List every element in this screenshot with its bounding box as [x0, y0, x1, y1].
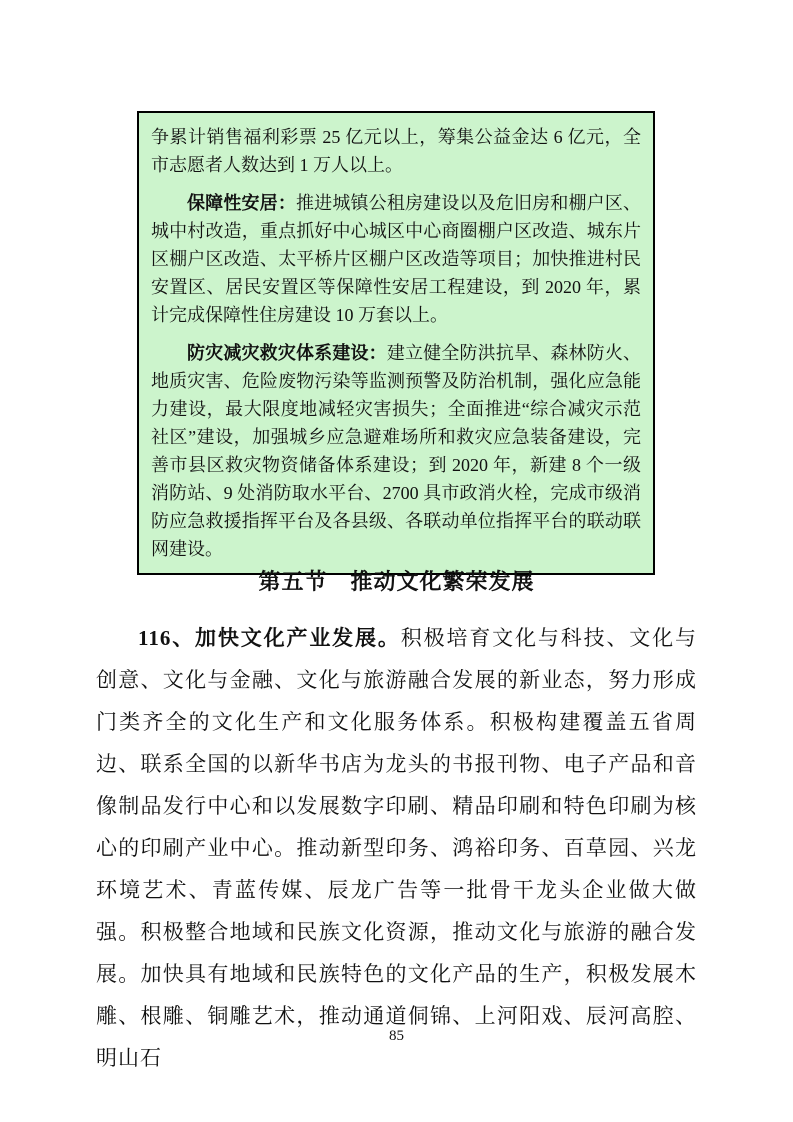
infobox-paragraph-text: 建立健全防洪抗旱、森林防火、地质灾害、危险废物污染等监测预警及防治机制，强化应急能力建设，最大限度地减轻灾害损失；全面推进“综合减灾示范社区”建设，加强城乡应急避难场所和救灾应急装备建设，完善市县区救灾物资储备体系建设；到 2020 年，新建 8 个一级消防站、9 处消防取水平台、2700 具市政消火栓，完成市级消防应急救援指挥平台及各县级、各联动单位指挥平台的联动联网建设。: [151, 343, 642, 559]
highlight-box: [137, 111, 655, 575]
infobox-paragraph-label: 防灾减灾救灾体系建设：: [187, 343, 387, 363]
section-heading: 第五节 推动文化繁荣发展: [258, 569, 535, 594]
body-paragraph: [96, 617, 697, 1079]
infobox-paragraph: [151, 189, 641, 329]
body-paragraph-lead: 116、加快文化产业发展。: [138, 626, 401, 650]
infobox-paragraph-text: 推进城镇公租房建设以及危旧房和棚户区、城中村改造，重点抓好中心城区中心商圈棚户区改造、城东片区棚户区改造、太平桥片区棚户区改造等项目；加快推进村民安置区、居民安置区等保障性安居工程建设，到 2020 年，累计完成保障性住房建设 10 万套以上。: [151, 193, 641, 325]
infobox-paragraph-text: 争累计销售福利彩票 25 亿元以上，筹集公益金达 6 亿元，全市志愿者人数达到 1 万人以上。: [151, 127, 641, 175]
infobox-paragraph: [151, 339, 641, 563]
body-paragraph-text: 积极培育文化与科技、文化与创意、文化与金融、文化与旅游融合发展的新业态，努力形成门类齐全的文化生产和文化服务体系。积极构建覆盖五省周边、联系全国的以新华书店为龙头的书报刊物、电子产品和音像制品发行中心和以发展数字印刷、精品印刷和特色印刷为核心的印刷产业中心。推动新型印务、鸿裕印务、百草园、兴龙环境艺术、青蓝传媒、辰龙广告等一批骨干龙头企业做大做强。积极整合地域和民族文化资源，推动文化与旅游的融合发展。加快具有地域和民族特色的文化产品的生产，积极发展木雕、根雕、铜雕艺术，推动通道侗锦、上河阳戏、辰河高腔、明山石: [96, 626, 698, 1070]
page-number: 85: [389, 1028, 404, 1044]
infobox-paragraph-label: 保障性安居：: [187, 193, 296, 213]
infobox-paragraph: [151, 123, 641, 179]
